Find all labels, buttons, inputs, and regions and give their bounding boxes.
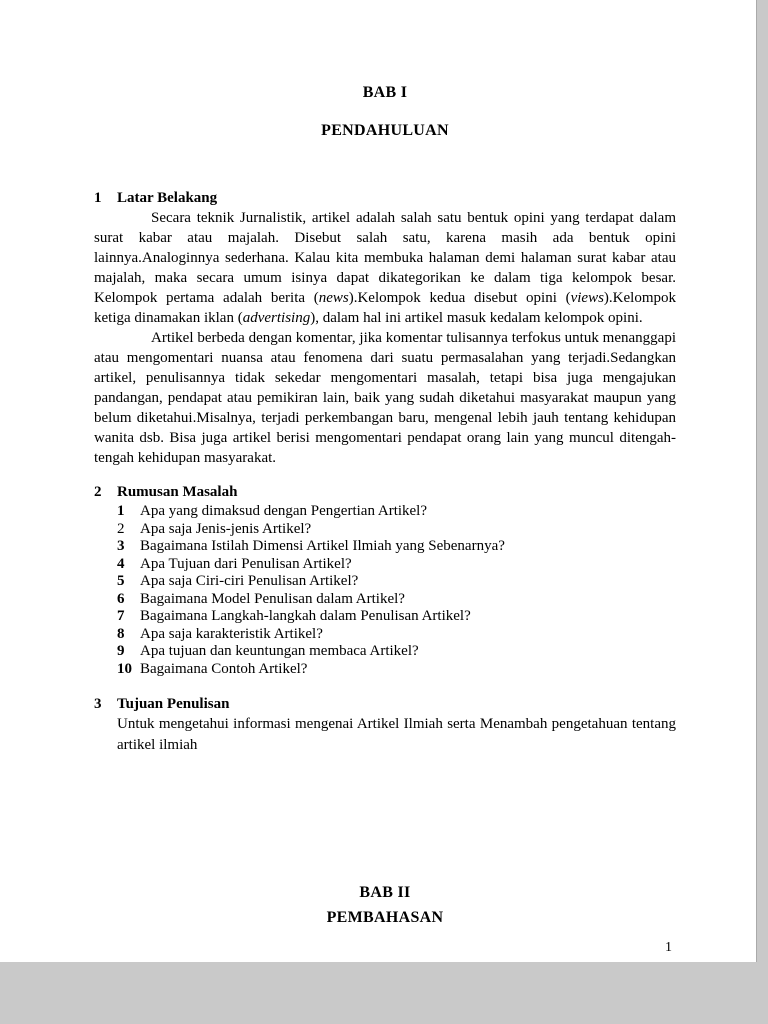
- list-item-number: 8: [117, 625, 125, 642]
- list-item: [117, 573, 676, 591]
- list-item-number: 1: [117, 503, 125, 519]
- list-item: [117, 556, 676, 574]
- list-item-text: Bagaimana Contoh Artikel?: [140, 660, 308, 677]
- chapter-title: BAB I: [362, 84, 408, 101]
- list-item-number: 9: [117, 643, 125, 659]
- chapter-subtitle: PENDAHULUAN: [321, 122, 449, 139]
- section-latar-belakang: [94, 188, 676, 468]
- list-item-number: 2: [117, 520, 125, 537]
- section-heading: [94, 188, 676, 208]
- list-item-text: Bagaimana Model Penulisan dalam Artikel?: [140, 590, 405, 607]
- list-item: [117, 608, 676, 626]
- next-chapter-subtitle: PEMBAHASAN: [326, 909, 444, 926]
- list-item-text: Apa saja karakteristik Artikel?: [140, 625, 323, 642]
- section-number: 3: [94, 696, 102, 712]
- paragraph: Artikel berbeda dengan komentar, jika komentar tulisannya terfokus untuk menanggapi atau mengomentari nuansa atau fenomena dari suatu permasalahan yang terjadi.Sedangkan artikel, penulisannya tidak sekedar mengomentari masalah, tetapi bisa juga mengajukan pandangan, pendapat atau pemikiran lain, baik yang sudah diketahui masyarakat maupun yang belum diketahui.Misalnya, terjadi perkembangan baru, mengenal lebih jauh tentang kehidupan wanita dsb. Bisa juga artikel berisi mengomentari pendapat orang lain yang muncul ditengah- tengah kehidupan masyarakat.: [94, 330, 676, 466]
- section-heading: [94, 482, 676, 502]
- section-rumusan-masalah: [94, 482, 676, 678]
- page-number: 1: [665, 940, 672, 955]
- list-item: [117, 643, 676, 661]
- list-item-text: Apa saja Ciri-ciri Penulisan Artikel?: [140, 573, 359, 589]
- section-number: 2: [94, 484, 102, 500]
- section-title: Latar Belakang: [117, 190, 218, 206]
- next-chapter-header: [94, 884, 676, 927]
- list-item-text: Bagaimana Langkah-langkah dalam Penulisan Artikel?: [140, 608, 471, 624]
- list-item-number: 4: [117, 555, 125, 572]
- section-heading: [94, 694, 676, 714]
- section-title: Rumusan Masalah: [117, 484, 238, 500]
- list-item-text: Apa Tujuan dari Penulisan Artikel?: [140, 555, 352, 572]
- section-body: Untuk mengetahui informasi mengenai Artikel Ilmiah serta Menambah pengetahuan tentang artikel ilmiah: [117, 716, 676, 753]
- list-item: [117, 591, 676, 609]
- list-item-number: 5: [117, 573, 125, 589]
- list-item: [117, 538, 676, 556]
- list-item: [117, 503, 676, 521]
- list-item: [117, 626, 676, 644]
- list-item-number: 10: [117, 660, 132, 677]
- list-item: [117, 521, 676, 539]
- list-item-number: 7: [117, 608, 125, 624]
- list-item-text: Apa yang dimaksud dengan Pengertian Artikel?: [140, 503, 428, 519]
- section-tujuan-penulisan: [94, 694, 676, 756]
- next-chapter-title: BAB II: [359, 884, 411, 901]
- list-item-text: Apa saja Jenis-jenis Artikel?: [140, 520, 312, 537]
- list-item-text: Apa tujuan dan keuntungan membaca Artikel?: [140, 643, 419, 659]
- list-item-number: 3: [117, 538, 125, 554]
- list-item: [117, 661, 676, 679]
- list-item-number: 6: [117, 590, 125, 607]
- paragraph: Secara teknik Jurnalistik, artikel adalah salah satu bentuk opini yang terdapat dalam surat kabar atau majalah. Disebut salah satu, karena masih ada bentuk opini lainnya.Analoginnya sederhana. Kalau kita membuka halaman demi halaman surat kabar atau majalah, maka secara umum isinya dapat dikategorikan ke dalam tiga kelompok besar. Kelompok pertama adalah berita (news).Kelompok kedua disebut opini (views).Kelompok ketiga dinamakan iklan (advertising), dalam hal ini artikel masuk kedalam kelompok opini.: [94, 210, 676, 326]
- section-number: 1: [94, 190, 102, 206]
- section-title: Tujuan Penulisan: [117, 696, 230, 712]
- question-list: [117, 503, 676, 678]
- list-item-text: Bagaimana Istilah Dimensi Artikel Ilmiah yang Sebenarnya?: [140, 538, 505, 554]
